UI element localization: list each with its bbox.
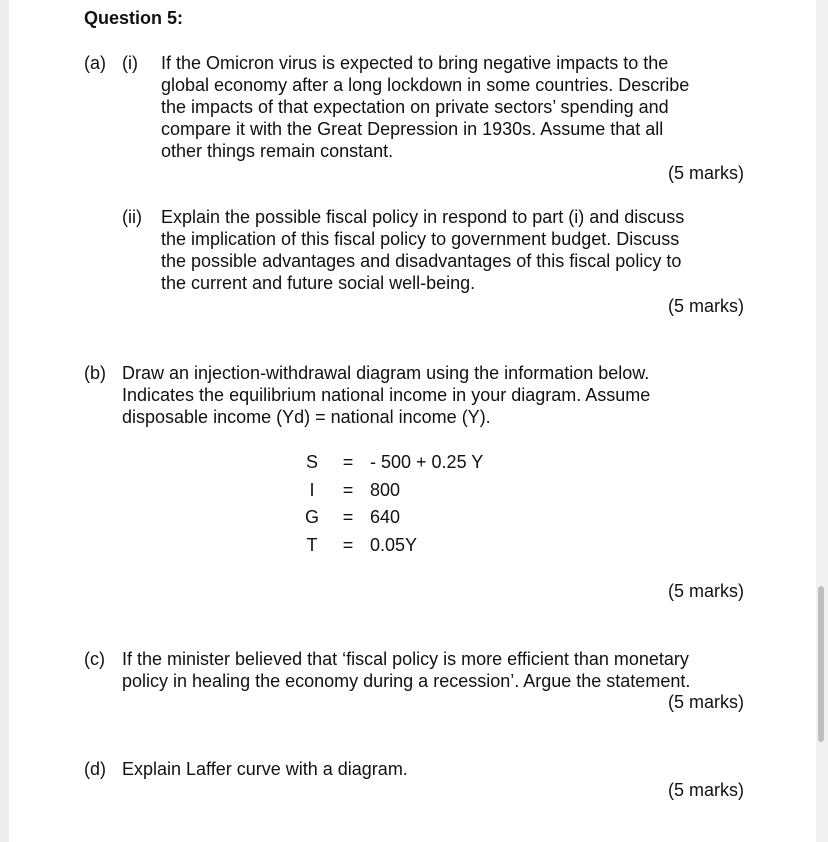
text-line: disposable income (Yd) = national income (Y). bbox=[122, 407, 491, 427]
text-line: other things remain constant. bbox=[161, 141, 394, 161]
part-c-label: (c) bbox=[84, 649, 105, 669]
text-line: Explain the possible fiscal policy in respond to part (i) and discuss bbox=[161, 207, 685, 227]
text-line: the implication of this fiscal policy to government budget. Discuss bbox=[161, 229, 680, 249]
part-c-text bbox=[122, 648, 690, 692]
text-line: If the minister believed that ‘fiscal policy is more efficient than monetary bbox=[122, 649, 689, 669]
equation-row-s bbox=[298, 449, 483, 477]
part-d-marks: (5 marks) bbox=[668, 780, 744, 800]
equation-value: 800 bbox=[370, 479, 401, 500]
question-title: Question 5: bbox=[84, 8, 184, 28]
text-line: Draw an injection-withdrawal diagram using the information below. bbox=[122, 363, 650, 383]
equation-variable: T bbox=[306, 534, 318, 555]
text-line: the possible advantages and disadvantages of this fiscal policy to bbox=[161, 251, 682, 271]
text-line: policy in healing the economy during a recession’. Argue the statement. bbox=[122, 671, 691, 691]
equation-variable: G bbox=[304, 507, 319, 527]
part-b-marks: (5 marks) bbox=[668, 581, 744, 601]
equation-variable: S bbox=[305, 452, 318, 472]
equation-value: 640 bbox=[370, 507, 401, 527]
part-a-i-marks: (5 marks) bbox=[668, 163, 744, 183]
part-d-text bbox=[122, 758, 408, 780]
page-left-edge bbox=[0, 0, 9, 842]
text-line: compare it with the Great Depression in 1930s. Assume that all bbox=[161, 119, 664, 139]
equation-variable: I bbox=[309, 479, 315, 500]
text-line: global economy after a long lockdown in some countries. Describe bbox=[161, 75, 690, 95]
equation-table bbox=[298, 449, 483, 559]
equals-sign: = bbox=[342, 452, 354, 472]
part-d-label: (d) bbox=[84, 759, 106, 779]
part-a-i-label: (i) bbox=[122, 53, 138, 73]
part-a-i-text bbox=[161, 52, 689, 162]
equals-sign: = bbox=[342, 534, 354, 555]
equals-sign: = bbox=[342, 507, 354, 527]
equation-row-t bbox=[298, 532, 483, 560]
part-a-label: (a) bbox=[84, 53, 106, 73]
part-b-text bbox=[122, 362, 650, 428]
text-line: If the Omicron virus is expected to bring negative impacts to the bbox=[161, 53, 669, 73]
text-line: the impacts of that expectation on private sectors’ spending and bbox=[161, 97, 669, 117]
part-a-ii-text bbox=[161, 206, 684, 294]
equation-row-g bbox=[298, 504, 483, 532]
equation-row-i bbox=[298, 477, 483, 505]
part-a-ii-label: (ii) bbox=[122, 207, 142, 227]
text-line: the current and future social well-being. bbox=[161, 273, 476, 293]
part-c-marks: (5 marks) bbox=[668, 692, 744, 712]
part-a-ii-marks: (5 marks) bbox=[668, 296, 744, 316]
equation-value: 0.05Y bbox=[370, 534, 418, 555]
text-line: Indicates the equilibrium national income in your diagram. Assume bbox=[122, 385, 651, 405]
scrollbar-thumb[interactable] bbox=[818, 586, 824, 742]
equals-sign: = bbox=[342, 479, 354, 500]
part-b-label: (b) bbox=[84, 363, 106, 383]
text-line: Explain Laffer curve with a diagram. bbox=[122, 759, 408, 779]
equation-value: - 500 + 0.25 Y bbox=[370, 452, 484, 472]
